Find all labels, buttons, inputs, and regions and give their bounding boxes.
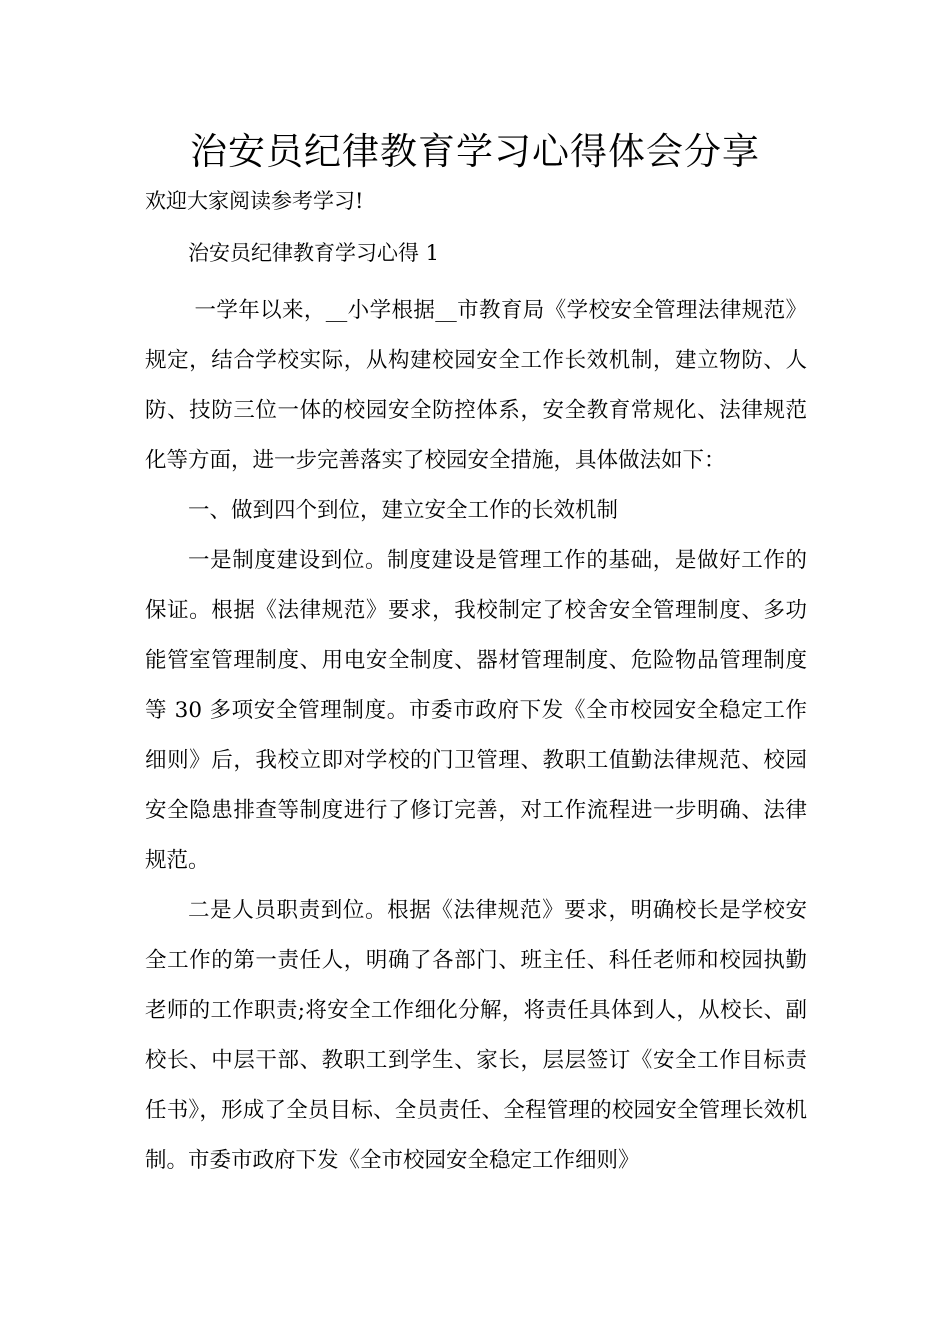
section-heading: 一、做到四个到位，建立安全工作的长效机制 — [188, 498, 619, 523]
paragraph-personnel: 二是人员职责到位。根据《法律规范》要求，明确校长是学校安全工作的第一责任人，明确了各部门、班主任、科任老师和校园执勤老师的工作职责;将安全工作细化分解，将责任具体到人，从校长、副校长、中层干部、教职工到学生、家长，层层签订《安全工作目标责任书》，形成了全员目标、全员责任、全程管理的校园安全管理长效机制。市委市政府下发《全市校园安全稳定工作细则》 — [145, 898, 807, 1173]
paragraph-system: 一是制度建设到位。制度建设是管理工作的基础，是做好工作的保证。根据《法律规范》要求，我校制定了校舍安全管理制度、多功能管室管理制度、用电安全制度、器材管理制度、危险物品管理制度等 30 多项安全管理制度。市委市政府下发《全市校园安全稳定工作细则》后，我校立即对学校的门卫管理、教职工值勤法律规范、校园安全隐患排查等制度进行了修订完善，对工作流程进一步明确、法律规范。 — [145, 548, 807, 873]
document-title: 治安员纪律教育学习心得体会分享 — [190, 130, 760, 173]
document-body — [145, 286, 807, 1186]
section-subtitle: 治安员纪律教育学习心得 1 — [188, 241, 440, 265]
greeting-line: 欢迎大家阅读参考学习! — [145, 189, 364, 213]
paragraph-intro: 一学年以来，__小学根据__市教育局《学校安全管理法律规范》规定，结合学校实际，从构建校园安全工作长效机制，建立物防、人防、技防三位一体的校园安全防控体系，安全教育常规化、法律规范化等方面，进一步完善落实了校园安全措施，具体做法如下： — [145, 298, 807, 473]
